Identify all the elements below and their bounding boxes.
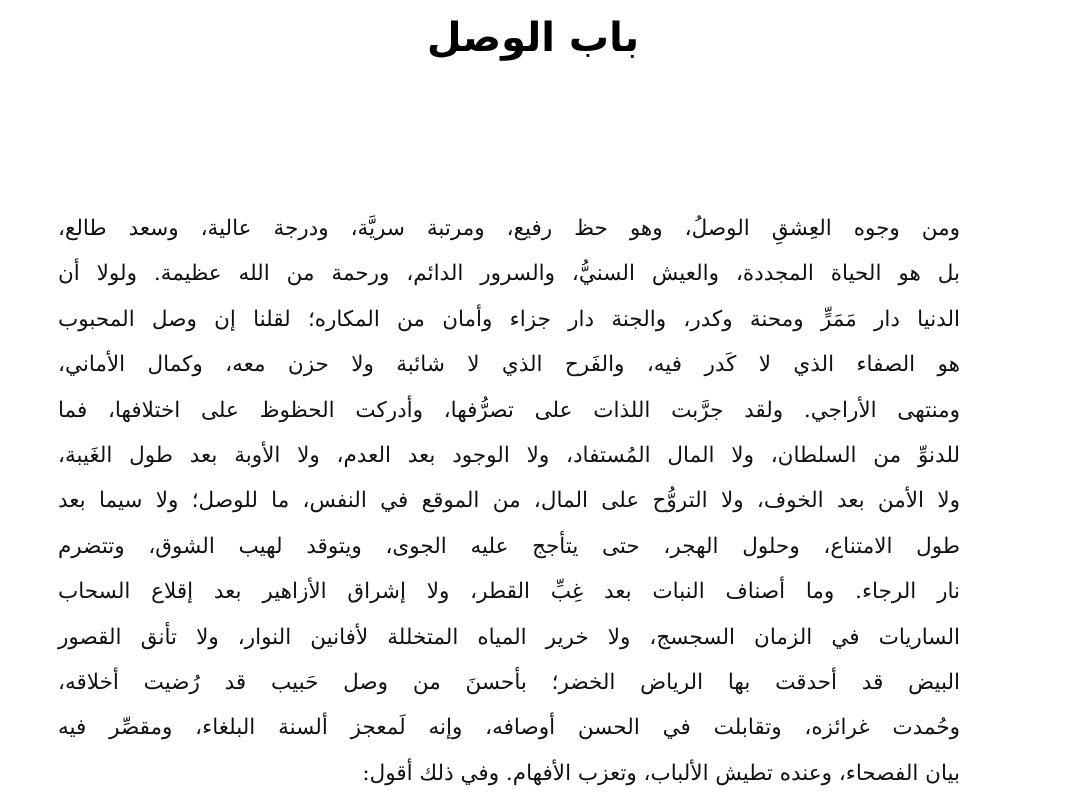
text-line-12: وحُمدت غرائزه، وتقابلت في الحسن أوصافه، وإنه لَمعجز ألسنة البلغاء، ومقصِّر فيه [58, 715, 960, 741]
text-line-13: بيان الفصحاء، وعنده تطيش الألباب، وتعزب الأفهام. وفي ذلك أقول: [362, 760, 960, 786]
text-line-10: الساريات في الزمان السجسج، ولا خرير المياه المتخللة لأفانين النوار، ولا تأنق القصور [58, 624, 960, 650]
text-line-3: الدنيا دار مَمَرٍّ ومحنة وكدر، والجنة دار جزاء وأمان من المكاره؛ لقلنا إن وصل المحبوب [58, 306, 960, 332]
chapter-title: باب الوصل [426, 15, 640, 61]
text-line-8: طول الامتناع، وحلول الهجر، حتى يتأجج عليه الجوى، ويتوقد لهيب الشوق، وتتضرم [58, 533, 960, 559]
text-line-4: هو الصفاء الذي لا كَدر فيه، والفَرح الذي لا شائبة ولا حزن معه، وكمال الأماني، [58, 352, 960, 378]
text-line-1: ومن وجوه العِشقِ الوصلُ، وهو حظ رفيع، ومرتبة سريَّة، ودرجة عالية، وسعد طالع، [58, 216, 960, 241]
text-line-7: ولا الأمن بعد الخوف، ولا التروُّح على المال، من الموقع في النفس، ما للوصل؛ ولا سيما بعد [58, 488, 960, 514]
text-line-9: نار الرجاء. وما أصناف النبات بعد غِبِّ القطر، ولا إشراق الأزاهير بعد إقلاع السحاب [58, 579, 960, 605]
text-line-6: للدنوِّ من السلطان، ولا المال المُستفاد، ولا الوجود بعد العدم، ولا الأوبة بعد طول الغَيبة، [58, 442, 960, 468]
body-paragraph [58, 206, 960, 796]
text-line-2: بل هو الحياة المجددة، والعيش السنيُّ، والسرور الدائم، ورحمة من الله عظيمة. ولولا أن [58, 261, 960, 287]
text-line-11: البيض قد أحدقت بها الرياض الخضر؛ بأحسنَ من وصل حَبيب قد رُضيت أخلاقه، [58, 669, 960, 695]
text-line-5: ومنتهى الأراجي. ولقد جرَّبت اللذات على تصرُّفها، وأدركت الحظوظ على اختلافها، فما [58, 397, 960, 423]
